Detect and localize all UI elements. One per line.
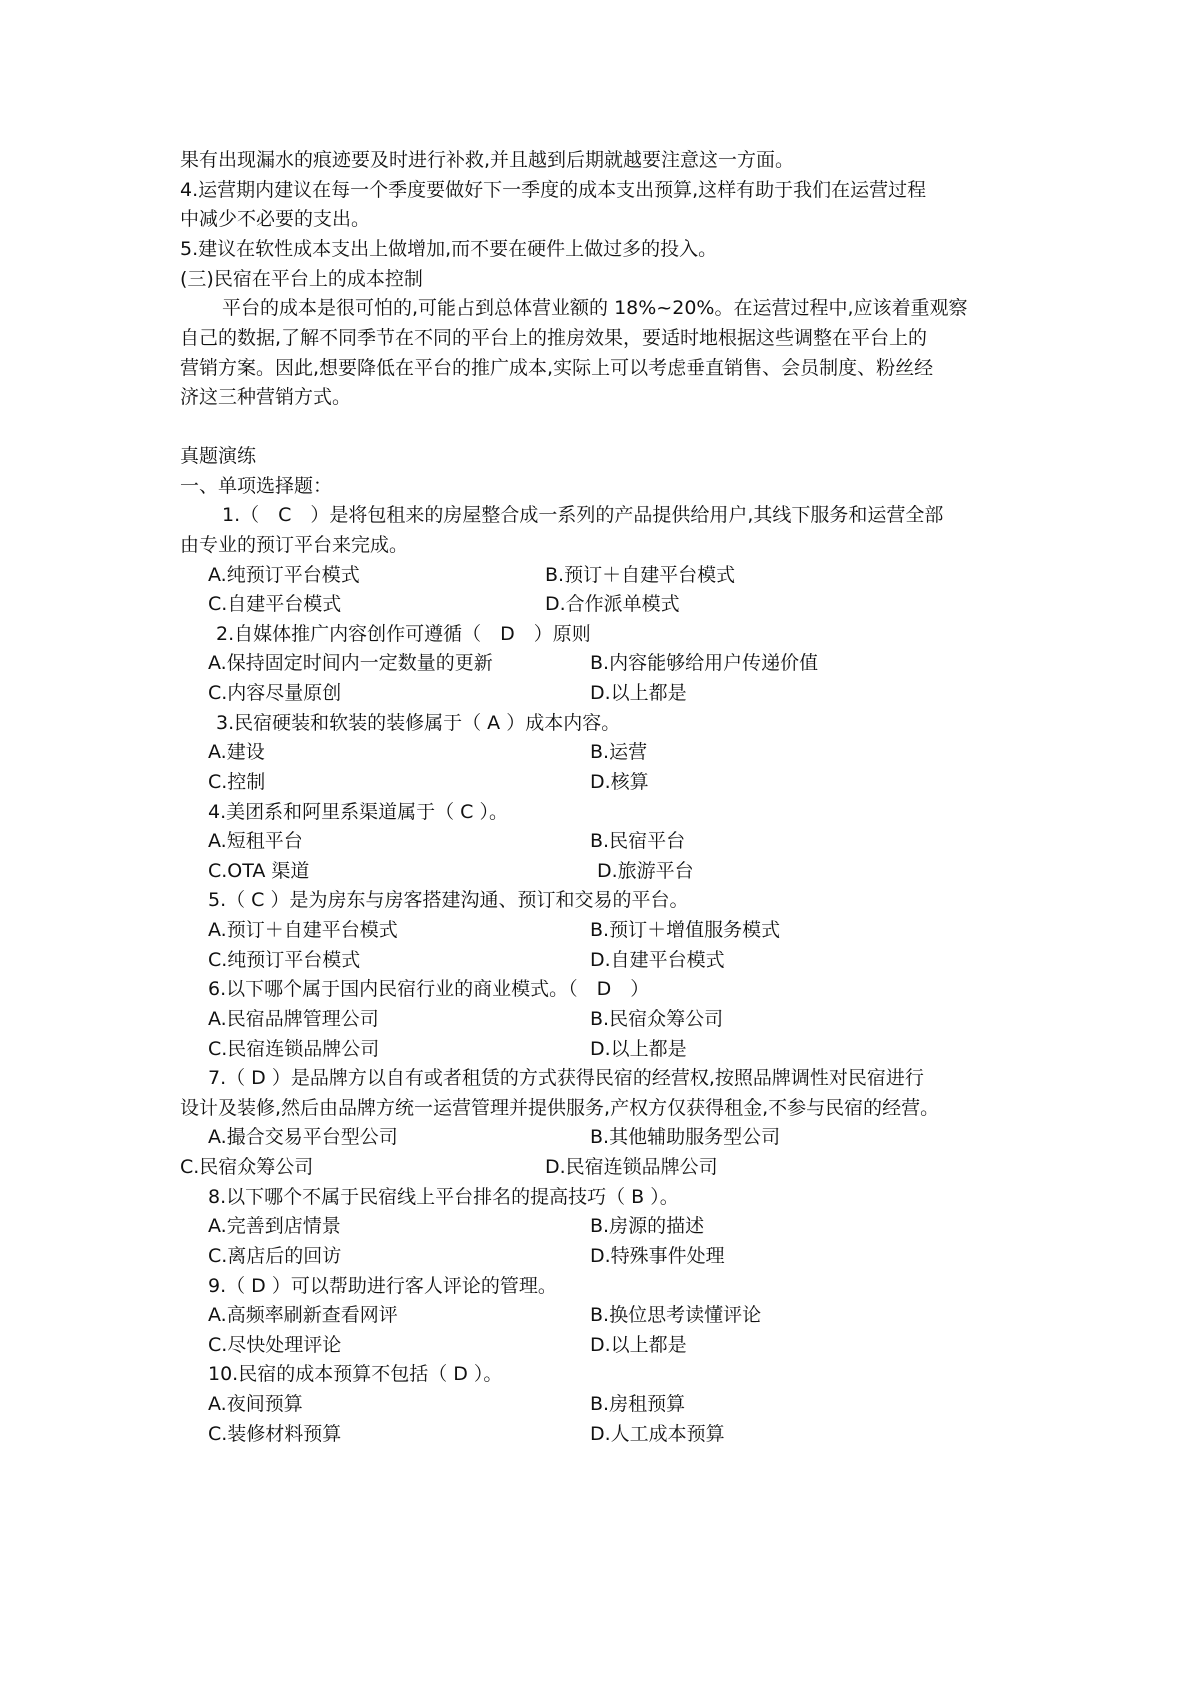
option-d: D.以上都是 (590, 1334, 687, 1356)
option-a: A.纯预订平台模式 (208, 564, 360, 586)
text-line: 果有出现漏水的痕迹要及时进行补救,并且越到后期就越要注意这一方面。 (180, 149, 795, 171)
paragraph-line: 营销方案。因此,想要降低在平台的推广成本,实际上可以考虑垂直销售、会员制度、粉丝经 (180, 357, 934, 379)
option-d: D.以上都是 (590, 682, 687, 704)
option-c: C.离店后的回访 (208, 1245, 342, 1267)
question-stem: 设计及装修,然后由品牌方统一运营管理并提供服务,产权方仅获得租金,不参与民宿的经营。 (180, 1097, 940, 1119)
option-c: C.控制 (208, 771, 266, 793)
text-line: 5.建议在软性成本支出上做增加,而不要在硬件上做过多的投入。 (180, 238, 718, 260)
option-b: B.运营 (590, 741, 648, 763)
question-stem: 9.（ D ）可以帮助进行客人评论的管理。 (208, 1275, 557, 1297)
option-b: B.内容能够给用户传递价值 (590, 652, 819, 674)
question-stem: 5.（ C ）是为房东与房客搭建沟通、预订和交易的平台。 (208, 889, 689, 911)
option-b: B.其他辅助服务型公司 (590, 1126, 781, 1148)
question-stem: 10.民宿的成本预算不包括（ D ）。 (208, 1363, 503, 1385)
option-c: C.尽快处理评论 (208, 1334, 342, 1356)
option-c: C.纯预订平台模式 (208, 949, 361, 971)
option-c: C.内容尽量原创 (208, 682, 342, 704)
option-a: A.保持固定时间内一定数量的更新 (208, 652, 493, 674)
option-d: D.人工成本预算 (590, 1423, 725, 1445)
option-c: C.民宿众筹公司 (180, 1156, 314, 1178)
option-a: A.夜间预算 (208, 1393, 303, 1415)
option-a: A.撮合交易平台型公司 (208, 1126, 398, 1148)
paragraph-line: 自己的数据,了解不同季节在不同的平台上的推房效果，要适时地根据这些调整在平台上的 (180, 327, 928, 349)
option-d: D.以上都是 (590, 1038, 687, 1060)
option-a: A.预订＋自建平台模式 (208, 919, 398, 941)
option-a: A.高频率刷新查看网评 (208, 1304, 398, 1326)
question-stem: 3.民宿硬装和软装的装修属于（ A ）成本内容。 (216, 712, 621, 734)
question-stem: 由专业的预订平台来完成。 (180, 534, 409, 556)
question-stem: 2.自媒体推广内容创作可遵循（ D ）原则 (216, 623, 591, 645)
option-d: D.合作派单模式 (545, 593, 680, 615)
text-line: 4.运营期内建议在每一个季度要做好下一季度的成本支出预算,这样有助于我们在运营过程 (180, 179, 927, 201)
exercise-title: 真题演练 (180, 445, 257, 467)
option-d: D.核算 (590, 771, 649, 793)
question-stem: 8.以下哪个不属于民宿线上平台排名的提高技巧（ B ）。 (208, 1186, 679, 1208)
option-a: A.完善到店情景 (208, 1215, 341, 1237)
question-stem: 1.（ C ）是将包租来的房屋整合成一系列的产品提供给用户,其线下服务和运营全部 (222, 504, 944, 526)
option-b: B.民宿平台 (590, 830, 686, 852)
paragraph-line: 平台的成本是很可怕的,可能占到总体营业额的 18%~20%。在运营过程中,应该着重观察 (222, 297, 968, 319)
option-d: D.民宿连锁品牌公司 (545, 1156, 718, 1178)
option-a: A.建设 (208, 741, 265, 763)
option-a: A.民宿品牌管理公司 (208, 1008, 379, 1030)
section-heading: (三)民宿在平台上的成本控制 (180, 268, 423, 290)
option-b: B.民宿众筹公司 (590, 1008, 724, 1030)
option-b: B.房源的描述 (590, 1215, 705, 1237)
text-line: 中减少不必要的支出。 (180, 208, 371, 230)
option-a: A.短租平台 (208, 830, 303, 852)
option-b: B.房租预算 (590, 1393, 686, 1415)
option-b: B.预订＋增值服务模式 (590, 919, 781, 941)
option-d: D.自建平台模式 (590, 949, 725, 971)
question-stem: 6.以下哪个属于国内民宿行业的商业模式。（ D ） (208, 978, 650, 1000)
option-c: C.自建平台模式 (208, 593, 342, 615)
option-c: C.装修材料预算 (208, 1423, 342, 1445)
question-stem: 7.（ D ）是品牌方以自有或者租赁的方式获得民宿的经营权,按照品牌调性对民宿进行 (208, 1067, 924, 1089)
option-b: B.预订＋自建平台模式 (545, 564, 736, 586)
option-c: C.OTA 渠道 (208, 860, 310, 882)
paragraph-line: 济这三种营销方式。 (180, 386, 352, 408)
exercise-part: 一、单项选择题： (180, 475, 333, 497)
question-stem: 4.美团系和阿里系渠道属于（ C ）。 (208, 801, 508, 823)
option-c: C.民宿连锁品牌公司 (208, 1038, 380, 1060)
option-b: B.换位思考读懂评论 (590, 1304, 762, 1326)
option-d: D.特殊事件处理 (590, 1245, 725, 1267)
option-d: D.旅游平台 (597, 860, 694, 882)
